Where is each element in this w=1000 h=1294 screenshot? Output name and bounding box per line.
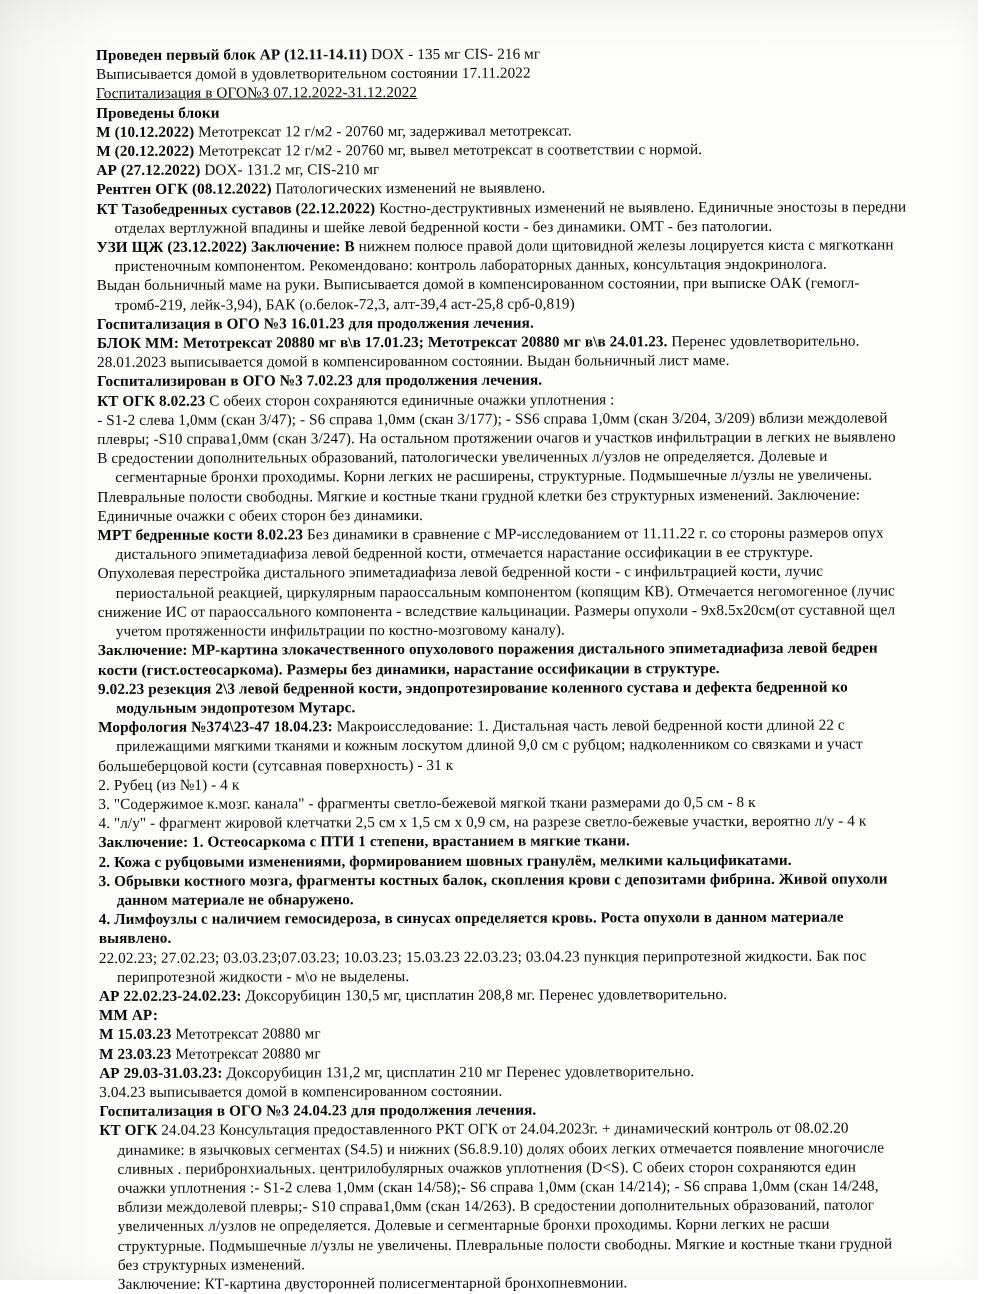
document-text-emphasis: данном материале не обнаружено. — [116, 891, 354, 909]
document-text-emphasis: М (20.12.2022) — [96, 142, 195, 161]
document-text: С обеих сторон сохраняются единичные очажки уплотнения : — [205, 391, 615, 410]
document-text: Без динамики в сравнение с МР-исследованием от 11.11.22 г. со стороны размеров опух — [303, 524, 884, 544]
document-text: 3.04.23 выписывается домой в компенсированном состоянии. — [99, 1082, 503, 1101]
document-text-emphasis: УЗИ ЩЖ (23.12.2022) Заключение: В — [96, 238, 355, 257]
document-text: увеличенных л/узлов не определяется. Долевые и сегментарные бронхи проходимы. Корни легких не расши — [117, 1216, 830, 1236]
document-text-emphasis: Рентген ОГК (08.12.2022) — [96, 180, 272, 199]
document-text: Плевральные полости свободны. Мягкие и костные ткани грудной клетки без структурных изменений. Заключение: — [97, 486, 861, 506]
document-text: прилежащими мягкими тканями и кожным лоскутом длиной 9,0 см с рубцом; надколенником со связками и участ — [116, 735, 863, 756]
document-text-emphasis: 3. Обрывки костного мозга, фрагменты костных балок, скопления крови с депозитами фибрина. Живой опухоли — [98, 870, 888, 890]
document-text-emphasis: АР (27.12.2022) — [96, 161, 201, 180]
document-text: - S1-2 слева 1,0мм (скан 3/47); - S6 справа 1,0мм (скан 3/177); - SS6 справа 1,0мм (скан 3/204, 3/209) вблизи междолевой — [97, 409, 888, 429]
document-line — [97, 466, 997, 488]
document-text-emphasis: МРТ бедренные кости 8.02.23 — [97, 526, 304, 545]
document-text: Заключение: КТ-картина двусторонней полисегментарной бронхопневмонии. — [117, 1274, 628, 1293]
document-text: 22.02.23; 27.02.23; 03.03.23;07.03.23; 10.03.23; 15.03.23 22.03.23; 03.04.23 пункция перипротезной жидкости. Бак пос — [98, 947, 867, 967]
document-text: 4. "л/у" - фрагмент жировой клетчатки 2,5 см х 1,5 см х 0,9 см, на разрезе светло-бежевые участки, вероятно л/у - 4 к — [98, 812, 867, 833]
document-text-emphasis: М (10.12.2022) — [96, 123, 195, 141]
document-text: выписывается домой в компенсированном состоянии. Выдан больничный лист маме. — [166, 352, 730, 372]
document-text: 2. Рубец (из №1) - 4 к — [98, 776, 240, 794]
document-text: тромб-219, лейк-3,94), БАК (о.белок-72,3, алт-39,4 аст-25,8 срб-0,819) — [114, 295, 575, 314]
document-text-emphasis: Госпитализирован в ОГО №3 7.02.23 для продолжения лечения. — [97, 372, 543, 391]
document-text: 3. "Содержимое к.мозг. канала" - фрагменты светло-бежевой мягкой ткани размерами до 0,5 см - 8 к — [98, 793, 756, 813]
document-text-emphasis: ММ АР: — [99, 1006, 159, 1025]
document-text: Госпитализация в ОГО№3 07.12.2022-31.12.2022 — [96, 84, 418, 103]
document-text-emphasis: Морфология №374\23-47 18.04.23: — [98, 718, 333, 737]
document-text-emphasis: Проведены блоки — [96, 104, 220, 122]
document-text: учетом протяженности инфильтрации по костно-мозговому каналу). — [115, 621, 565, 641]
document-text: вблизи междолевой плевры;- S10 справа1,0мм (скан 14/263). В средостении дополнительных образований, патолог — [117, 1196, 875, 1217]
document-text: периостальной реакцией, циркулярным параоссальным компонентом (копящим КВ). Отмечается негомогенное (лучис — [115, 582, 895, 602]
document-text-emphasis: АР 29.03-31.03.23: — [99, 1064, 223, 1082]
document-text-emphasis: КТ Тазобедренных суставов (22.12.2022) — [96, 199, 376, 218]
document-text-emphasis: выявлено. — [98, 930, 172, 948]
document-line — [99, 869, 999, 891]
document-text-emphasis: модульным эндопротезом Мутарс. — [116, 699, 356, 717]
document-text-emphasis: АР 22.02.23-24.02.23: — [98, 987, 242, 1005]
document-text: плевры; -S10 справа1,0мм (скан 3/247). На остальном протяжении очагов и участков инфильтрации в легких не выявлено — [97, 428, 896, 449]
document-text: Единичные очажки с обеих сторон без динамики. — [97, 506, 424, 525]
document-line — [98, 638, 998, 660]
document-text: без структурных изменений. — [117, 1256, 306, 1274]
document-text: В средостении дополнительных образований, патологически увеличенных л/узлов не определяется. Долевые и — [97, 447, 828, 468]
document-line — [100, 1234, 1000, 1256]
document-text: перипротезной жидкости - м\о не выделены. — [116, 967, 410, 986]
document-text: большеберцовой кости (сутсавная поверхность) - 31 к — [98, 756, 454, 775]
document-line — [100, 1195, 1000, 1217]
document-line — [97, 235, 997, 257]
document-line — [96, 197, 996, 219]
document-text: дистального эпиметадиафиза левой бедренной кости, отмечается нарастание оссификации в ее структуре. — [115, 544, 814, 564]
document-line — [97, 427, 997, 449]
document-text: Метотрексат 20880 мг — [171, 1044, 321, 1063]
document-text: отделах вертлужной впадины и шейке левой бедренной кости - без динамики. ОМТ - без патологии. — [114, 217, 773, 237]
document-text: нижнем полюсе правой доли щитовидной железы лоцируется киста с мягкотканн — [354, 236, 894, 256]
document-text: Перенес удовлетворительно. — [667, 332, 860, 351]
document-line — [99, 1138, 999, 1160]
document-text: 24.04.23 Консультация предоставленного РКТ ОГК от 24.04.2023г. + динамический контроль от 08.02.20 — [157, 1120, 849, 1140]
document-text-emphasis: 9.02.23 резекция 2\3 левой бедренной кости, эндопротезирование коленного сустава и дефекта бедренной ко — [97, 678, 848, 698]
document-line — [99, 946, 999, 968]
document-text-emphasis: М 15.03.23 — [99, 1026, 172, 1044]
document-text-emphasis: КТ ОГК — [99, 1122, 158, 1140]
document-text: DOX- 131.2 мг, CIS-210 мг — [200, 161, 380, 179]
document-text: Метотрексат 20880 мг — [171, 1025, 321, 1044]
document-text: Патологических изменений не выявлено. — [271, 180, 546, 198]
document-text: Костно-деструктивных изменений не выявлено. Единичные эностозы в передни — [375, 198, 907, 217]
document-text-emphasis: КТ ОГК 8.02.23 — [97, 392, 206, 410]
document-text: динамике: в язычковых сегментах (S4.5) и нижних (S6.8.9.10) долях обоих легких отмечается появление многочисле — [117, 1139, 885, 1159]
document-text: сливных . перибронхиальных. центрилобулярных очажков уплотнения (D<S). С обеих сторон сохраняются един — [117, 1158, 856, 1178]
document-text: Опухолевая перестройка дистального эпиметадиафиза левой бедренной кости - с инфильтрацией кости, лучис — [97, 563, 824, 583]
document-text-emphasis: 4. Лимфоузлы с наличием гемосидероза, в синусах определяется кровь. Роста опухоли в данном материале — [98, 908, 844, 929]
document-text-emphasis: Госпитализация в ОГО №3 24.04.23 для продолжения лечения. — [99, 1101, 537, 1121]
document-text: 28.01.2023 — [96, 354, 167, 372]
document-text: снижение ИС от параоссального компонента - вследствие кальцинации. Размеры опухоли - 9х8.5х20см(от суставной щел — [97, 601, 896, 621]
document-text-emphasis: 2. Кожа с рубцовыми изменениями, формированием шовных гранулём, мелкими кальцификатами. — [98, 851, 792, 871]
document-text-emphasis: Заключение: 1. Остеосаркома с ПТИ 1 степени, врастанием в мягкие ткани. — [98, 832, 630, 852]
document-line — [100, 1272, 1000, 1294]
document-text: Метотрексат 12 г/м2 - 20760 мг, задерживал метотрексат. — [194, 122, 572, 141]
document-text: Выдан больничный маме на руки. Выписывается домой в компенсированном состоянии, при выписке ОАК (гемогл- — [96, 275, 860, 295]
document-text: DOX - 135 мг CIS- 216 мг — [367, 45, 541, 64]
document-text: пристеночным компонентом. Рекомендовано: контроль лабораторных данных, консультация эндокринолога. — [114, 255, 827, 276]
document-text: Макроисследование: 1. Дистальная часть левой бедренной кости длиной 22 с — [332, 716, 845, 736]
document-line — [98, 600, 998, 622]
document-text-body — [96, 43, 1000, 1294]
document-text-emphasis: БЛОК ММ: Метотрексат 20880 мг в\в 17.01.23; Метотрексат 20880 мг в\в 24.01.23. — [96, 333, 668, 353]
document-text-emphasis: Проведен первый блок АР (12.11-14.11) — [96, 46, 368, 64]
document-text: Выписывается домой в удовлетворительном состоянии 17.11.2022 — [96, 64, 531, 84]
document-text-emphasis: Заключение: МР-картина злокачественного опухолового поражения дистального эпиметадиафиза левой бедрен — [97, 639, 878, 660]
document-line — [98, 523, 998, 545]
document-text: очажки уплотнения :- S1-2 слева 1,0мм (скан 14/58);- S6 справа 1,0мм (скан 14/214); - S6 справа 1,0мм (скан 14/248, — [117, 1177, 879, 1197]
document-text: Доксорубицин 131,2 мг, цисплатин 210 мг Перенес удовлетворительно. — [222, 1062, 695, 1082]
document-line — [98, 811, 998, 833]
document-text-emphasis: М 23.03.23 — [99, 1045, 172, 1063]
document-text: Метотрексат 12 г/м2 - 20760 мг, вывел метотрексат в соответствии с нормой. — [194, 141, 703, 160]
document-text-emphasis: кости (гист.остеосаркома). Размеры без динамики, нарастание оссификации в структуре. — [97, 659, 720, 679]
document-text: Доксорубицин 130,5 мг, цисплатин 208,8 мг. Перенес удовлетворительно. — [241, 985, 728, 1005]
document-text: сегментарные бронхи проходимы. Корни легких не расширены, структурные. Подмышечные л/узлы не увеличены. — [115, 467, 873, 487]
document-text: структурные. Подмышечные л/узлы не увеличены. Плевральные полости свободны. Мягкие и костные ткани грудной — [117, 1235, 893, 1255]
document-text-emphasis: Госпитализация в ОГО №3 16.01.23 для продолжения лечения. — [96, 314, 534, 333]
